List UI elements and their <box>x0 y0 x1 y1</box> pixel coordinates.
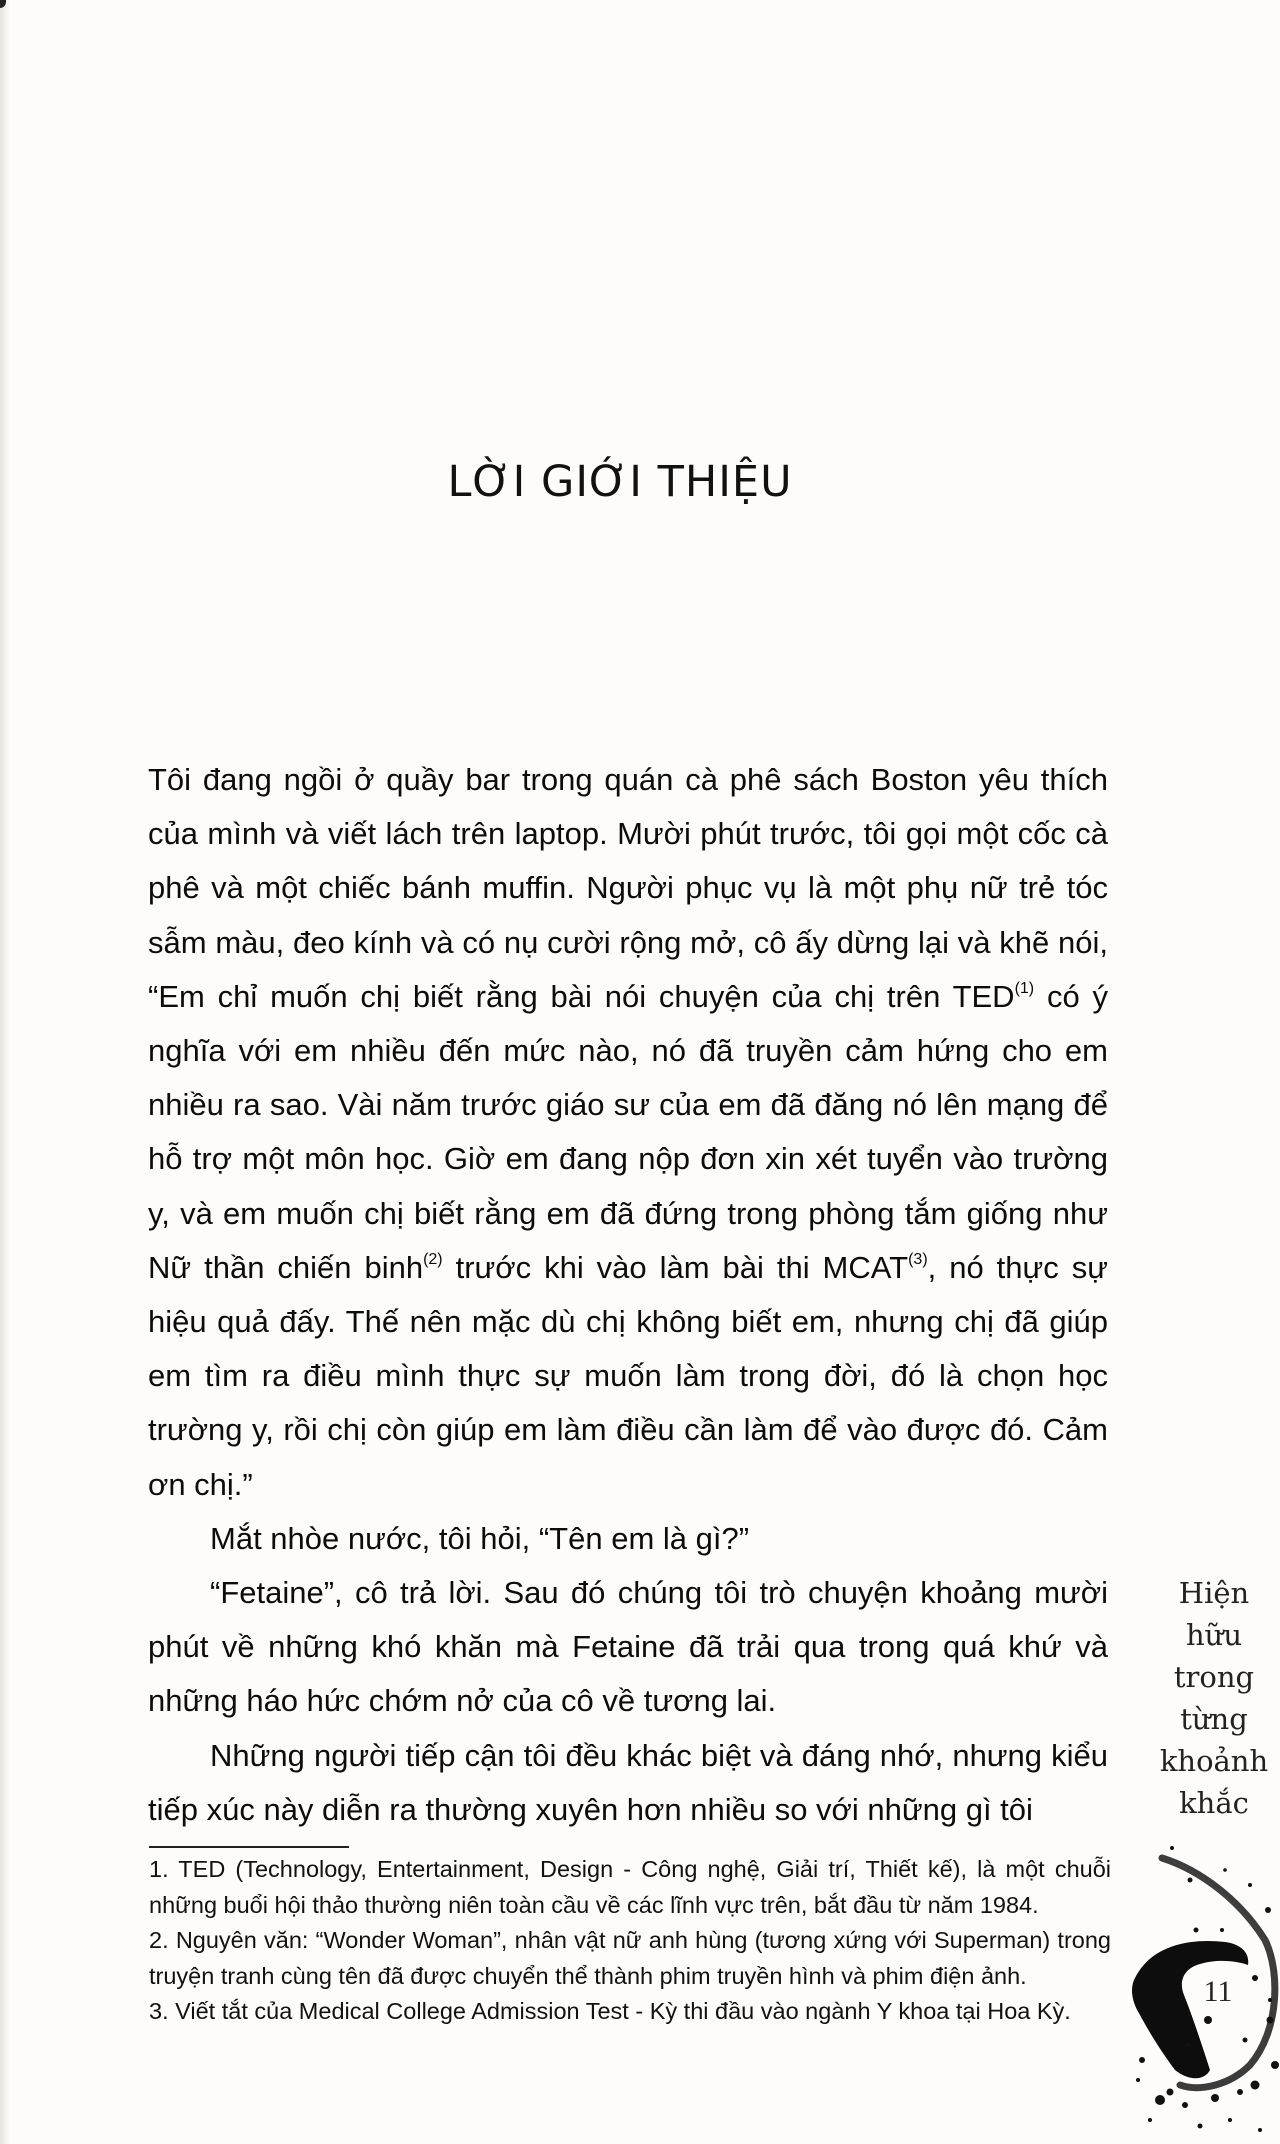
page-edge <box>0 0 10 2144</box>
side-title-line: từng <box>1180 1702 1248 1736</box>
footnote-3: 3. Viết tắt của Medical College Admission Test - Kỳ thi đầu vào ngành Y khoa tại Hoa Kỳ. <box>149 1998 1071 2024</box>
footnote-divider <box>149 1846 349 1848</box>
body-text <box>148 753 1108 1837</box>
paragraph-text: có ý nghĩa với em nhiều đến mức nào, nó đã truyền cảm hứng cho em nhiều ra sao. Vài năm trước giáo sư của em đã đăng nó lên mạng để hỗ trợ một môn học. Giờ em đang nộp đơn xin xét tuyển vào trường y, và em muốn chị biết rằng em đã đứng trong phòng tắm giống như Nữ thần chiến binh <box>148 978 1109 1285</box>
paragraph: Mắt nhòe nước, tôi hỏi, “Tên em là gì?” <box>210 1520 750 1556</box>
chapter-title: LỜI GIỚI THIỆU <box>447 456 793 507</box>
side-title-line: trong <box>1173 1660 1255 1694</box>
footnote-1: 1. TED (Technology, Entertainment, Design - Công nghệ, Giải trí, Thiết kế), là một chuỗi những buổi hội thảo thường niên toàn cầu về các lĩnh vực trên, bắt đầu từ năm 1984. <box>149 1856 1111 1918</box>
footnote-ref-1[interactable]: (1) <box>1014 979 1035 997</box>
side-title-line: Hiện <box>1178 1576 1250 1610</box>
paragraph-text: trước khi vào làm bài thi MCAT <box>442 1249 909 1285</box>
running-book-title <box>1148 1572 1280 1824</box>
side-title-line: khoảnh <box>1159 1744 1269 1778</box>
page-number: 11 <box>1203 1975 1233 2008</box>
paragraph <box>148 753 1108 1512</box>
footnotes <box>149 1852 1111 2030</box>
footnote-ref-2[interactable]: (2) <box>423 1250 443 1268</box>
footnote-ref-3[interactable]: (3) <box>908 1250 928 1268</box>
paragraph-text: Tôi đang ngồi ở quầy bar trong quán cà phê sách Boston yêu thích của mình và viết lách trên laptop. Mười phút trước, tôi gọi một cốc cà phê và một chiếc bánh muffin. Người phục vụ là một phụ nữ trẻ tóc sẫm màu, đeo kính và có nụ cười rộng mở, cô ấy dừng lại và khẽ nói, “Em chỉ muốn chị biết rằng bài nói chuyện của chị trên TED <box>148 762 1108 1014</box>
paragraph: Những người tiếp cận tôi đều khác biệt và đáng nhớ, nhưng kiểu tiếp xúc này diễn ra thường xuyên hơn nhiều so với những gì tôi <box>148 1737 1108 1827</box>
paragraph: “Fetaine”, cô trả lời. Sau đó chúng tôi trò chuyện khoảng mười phút về những khó khăn mà Fetaine đã trải qua trong quá khứ và những háo hức chớm nở của cô về tương lai. <box>148 1575 1108 1719</box>
side-title-line: hữu <box>1185 1618 1243 1652</box>
paragraph-text: , nó thực sự hiệu quả đấy. Thế nên mặc dù chị không biết em, nhưng chị đã giúp em tìm ra điều mình thực sự muốn làm trong đời, đó là chọn học trường y, rồi chị còn giúp em làm điều cần làm để vào được đó. Cảm ơn chị.” <box>148 1249 1108 1502</box>
footnote-2: 2. Nguyên văn: “Wonder Woman”, nhân vật nữ anh hùng (tương xứng với Superman) trong truyện tranh cùng tên đã được chuyển thể thành phim truyền hình và phim điện ảnh. <box>149 1927 1111 1989</box>
side-title-line: khắc <box>1179 1786 1249 1820</box>
